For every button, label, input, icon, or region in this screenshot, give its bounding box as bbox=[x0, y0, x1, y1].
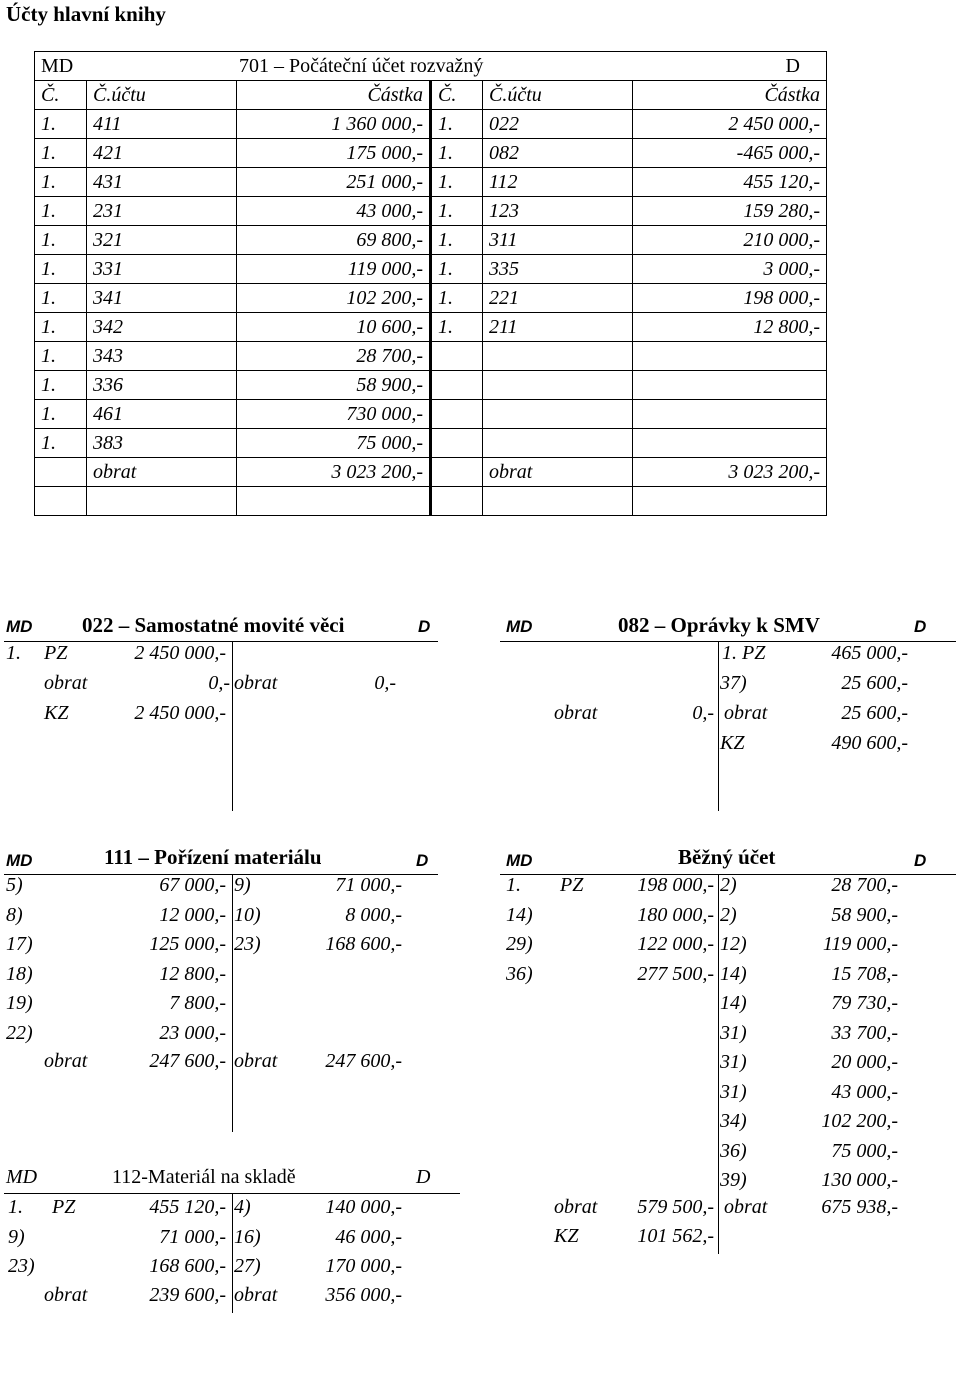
kz-amount: 101 562,- bbox=[637, 1225, 714, 1247]
amount: 12 800,- bbox=[633, 313, 827, 342]
amount: 198 000,- bbox=[633, 284, 827, 313]
amount: 210 000,- bbox=[633, 226, 827, 255]
kz-label: KZ bbox=[720, 732, 745, 754]
entry-number: 14) bbox=[720, 992, 747, 1014]
pz-amount: 2 450 000,- bbox=[134, 642, 226, 664]
table-row bbox=[35, 226, 827, 255]
account-number bbox=[483, 342, 633, 371]
row-number: 1. bbox=[35, 400, 87, 429]
obrat-d: 675 938,- bbox=[821, 1196, 898, 1218]
entry-amount: 119 000,- bbox=[822, 933, 898, 955]
account-number: 321 bbox=[87, 226, 237, 255]
entry-amount: 25 600,- bbox=[841, 672, 908, 694]
amount bbox=[633, 429, 827, 458]
column-header-row bbox=[35, 81, 827, 110]
account-number: 342 bbox=[87, 313, 237, 342]
md-label: MD bbox=[506, 851, 533, 870]
md-label: MD bbox=[6, 1166, 38, 1188]
entry-amount: 7 800,- bbox=[169, 992, 226, 1014]
entry-number: 8) bbox=[6, 903, 23, 926]
entry-number: 17) bbox=[6, 933, 33, 955]
row-number: 1. bbox=[35, 429, 87, 458]
entry-amount: 33 700,- bbox=[831, 1021, 898, 1044]
row-number: 1. bbox=[35, 197, 87, 226]
entry-amount: 12 000,- bbox=[159, 903, 226, 926]
col-c-header: Č. bbox=[431, 81, 483, 110]
entry-amount: 168 600,- bbox=[149, 1255, 226, 1277]
row-number: 1. bbox=[35, 110, 87, 139]
table-row bbox=[35, 400, 827, 429]
entry-amount: 12 800,- bbox=[159, 962, 226, 985]
entry-amount: 67 000,- bbox=[159, 874, 226, 896]
md-label: MD bbox=[41, 55, 74, 77]
entry-amount: 180 000,- bbox=[637, 903, 714, 926]
obrat-label: obrat bbox=[483, 458, 633, 487]
row-number: 1. bbox=[35, 255, 87, 284]
account-title: Běžný účet bbox=[678, 845, 776, 869]
amount: 175 000,- bbox=[237, 139, 431, 168]
account-title: 022 – Samostatné movité věci bbox=[82, 613, 345, 637]
entry-amount: 71 000,- bbox=[335, 874, 402, 896]
d-label: D bbox=[785, 55, 800, 77]
row-number: 1. bbox=[35, 313, 87, 342]
entry-number: 1. bbox=[8, 1196, 23, 1218]
kz-label: KZ bbox=[554, 1225, 579, 1247]
entry-amount: 102 200,- bbox=[821, 1110, 898, 1132]
entry-amount: 455 120,- bbox=[149, 1196, 226, 1218]
account-number: 343 bbox=[87, 342, 237, 371]
obrat-label: obrat bbox=[724, 1196, 768, 1218]
entry-number: 1. bbox=[506, 874, 521, 896]
entry-number: 5) bbox=[6, 874, 23, 896]
entry-amount: 79 730,- bbox=[831, 992, 898, 1014]
table-header-row bbox=[35, 52, 827, 81]
obrat-label: obrat bbox=[234, 672, 278, 694]
obrat-label: obrat bbox=[44, 1050, 88, 1072]
kz-label: KZ bbox=[44, 702, 69, 724]
entry-amount: 140 000,- bbox=[325, 1196, 402, 1218]
row-number: 1. bbox=[35, 168, 87, 197]
entry-number: 19) bbox=[6, 992, 33, 1014]
account-number: 211 bbox=[483, 313, 633, 342]
row-number: 1. bbox=[431, 168, 483, 197]
amount bbox=[633, 371, 827, 400]
account-number: 411 bbox=[87, 110, 237, 139]
md-label: MD bbox=[6, 617, 33, 636]
entry-number: 16) bbox=[234, 1225, 261, 1248]
row-number: 1. bbox=[431, 313, 483, 342]
entry-number: 31) bbox=[720, 1080, 747, 1103]
row-number: 1. bbox=[35, 371, 87, 400]
amount: 75 000,- bbox=[237, 429, 431, 458]
account-number: 336 bbox=[87, 371, 237, 400]
entry-number: 29) bbox=[506, 933, 533, 955]
obrat-md: 579 500,- bbox=[637, 1196, 714, 1218]
entry-amount: 43 000,- bbox=[831, 1080, 898, 1103]
entry-amount: 71 000,- bbox=[159, 1225, 226, 1248]
amount: 1 360 000,- bbox=[237, 110, 431, 139]
table-row bbox=[35, 139, 827, 168]
account-title: 082 – Oprávky k SMV bbox=[618, 613, 820, 637]
row-number: 1. bbox=[35, 284, 87, 313]
entry-number: 12) bbox=[720, 933, 747, 955]
entry-number: 18) bbox=[6, 962, 33, 985]
account-title: 112-Materiál na skladě bbox=[112, 1166, 296, 1188]
account-number: 383 bbox=[87, 429, 237, 458]
obrat-md: 0,- bbox=[692, 702, 714, 724]
d-label: D bbox=[418, 617, 431, 636]
account-number: 421 bbox=[87, 139, 237, 168]
obrat-label: obrat bbox=[234, 1284, 278, 1306]
entry-number: 27) bbox=[234, 1255, 261, 1277]
table-row bbox=[35, 255, 827, 284]
obrat-md: 247 600,- bbox=[149, 1050, 226, 1072]
kz-amount: 2 450 000,- bbox=[134, 702, 226, 724]
entry-number: 31) bbox=[720, 1021, 747, 1044]
obrat-md: 3 023 200,- bbox=[237, 458, 431, 487]
d-label: D bbox=[914, 851, 927, 870]
entry-number: 36) bbox=[720, 1139, 747, 1162]
pz-label: 1. PZ bbox=[722, 642, 766, 664]
row-number bbox=[431, 400, 483, 429]
amount: 58 900,- bbox=[237, 371, 431, 400]
entry-amount: 125 000,- bbox=[149, 933, 226, 955]
amount: -465 000,- bbox=[633, 139, 827, 168]
entry-amount: 198 000,- bbox=[637, 874, 714, 896]
entry-amount: 28 700,- bbox=[831, 874, 898, 896]
account-number: 311 bbox=[483, 226, 633, 255]
account-number bbox=[483, 371, 633, 400]
account-number: 112 bbox=[483, 168, 633, 197]
amount: 159 280,- bbox=[633, 197, 827, 226]
table-row bbox=[35, 313, 827, 342]
amount: 3 000,- bbox=[633, 255, 827, 284]
entry-amount: 130 000,- bbox=[821, 1169, 898, 1191]
obrat-label: obrat bbox=[234, 1050, 278, 1072]
entry-number: 10) bbox=[234, 903, 261, 926]
row-number: 1. bbox=[35, 226, 87, 255]
entry-amount: 8 000,- bbox=[345, 903, 402, 926]
obrat-label: obrat bbox=[554, 702, 598, 724]
entry-amount: 20 000,- bbox=[831, 1051, 898, 1073]
account-number bbox=[483, 400, 633, 429]
row-number: 1. bbox=[35, 139, 87, 168]
entry-number: 31) bbox=[720, 1051, 747, 1073]
kz-amount: 490 600,- bbox=[831, 732, 908, 754]
account-number: 331 bbox=[87, 255, 237, 284]
col-c-header: Č. bbox=[35, 81, 87, 110]
account-number bbox=[483, 429, 633, 458]
entry-number: 23) bbox=[234, 933, 261, 955]
account-title: 701 – Počáteční účet rozvažný bbox=[239, 55, 484, 77]
opening-balance-table bbox=[34, 51, 827, 516]
md-label: MD bbox=[506, 617, 533, 636]
col-account-header: Č.účtu bbox=[483, 81, 633, 110]
account-number: 335 bbox=[483, 255, 633, 284]
table-row bbox=[35, 110, 827, 139]
amount: 2 450 000,- bbox=[633, 110, 827, 139]
entry-amount: 168 600,- bbox=[325, 933, 402, 955]
row-number bbox=[431, 429, 483, 458]
obrat-md: 239 600,- bbox=[149, 1284, 226, 1306]
d-label: D bbox=[416, 851, 429, 870]
pz-label: PZ bbox=[44, 642, 68, 664]
row-number: 1. bbox=[431, 255, 483, 284]
obrat-d: 356 000,- bbox=[325, 1284, 402, 1306]
entry-number: 37) bbox=[720, 672, 747, 694]
entry-number: 39) bbox=[720, 1169, 747, 1191]
table-row bbox=[35, 371, 827, 400]
page-title: Účty hlavní knihy bbox=[6, 2, 166, 26]
entry-amount: 46 000,- bbox=[335, 1225, 402, 1248]
d-label: D bbox=[914, 617, 927, 636]
obrat-md: 0,- bbox=[208, 672, 230, 694]
obrat-label: obrat bbox=[44, 672, 88, 694]
account-number: 431 bbox=[87, 168, 237, 197]
amount: 455 120,- bbox=[633, 168, 827, 197]
obrat-label: obrat bbox=[87, 458, 237, 487]
row-number bbox=[431, 342, 483, 371]
md-label: MD bbox=[6, 851, 33, 870]
d-label: D bbox=[416, 1166, 431, 1188]
row-number: 1. bbox=[431, 197, 483, 226]
account-number: 341 bbox=[87, 284, 237, 313]
empty-row bbox=[35, 487, 827, 516]
table-row bbox=[35, 429, 827, 458]
obrat-row bbox=[35, 458, 827, 487]
entry-number: 9) bbox=[8, 1225, 25, 1248]
pz-amount: 465 000,- bbox=[831, 642, 908, 664]
obrat-d: 247 600,- bbox=[325, 1050, 402, 1072]
obrat-label: obrat bbox=[724, 702, 768, 724]
entry-number: 2) bbox=[720, 903, 737, 926]
row-number bbox=[431, 371, 483, 400]
row-number: 1. bbox=[431, 139, 483, 168]
account-number: 231 bbox=[87, 197, 237, 226]
pz-number: 1. bbox=[6, 642, 21, 664]
account-number: 221 bbox=[483, 284, 633, 313]
amount bbox=[633, 400, 827, 429]
table-row bbox=[35, 284, 827, 313]
amount: 69 800,- bbox=[237, 226, 431, 255]
amount: 28 700,- bbox=[237, 342, 431, 371]
entry-amount: 75 000,- bbox=[831, 1139, 898, 1162]
row-number: 1. bbox=[35, 342, 87, 371]
account-number: 123 bbox=[483, 197, 633, 226]
entry-number: 9) bbox=[234, 874, 251, 896]
row-number: 1. bbox=[431, 284, 483, 313]
entry-label: PZ bbox=[560, 874, 584, 896]
col-amount-header: Částka bbox=[237, 81, 431, 110]
amount bbox=[633, 342, 827, 371]
col-account-header: Č.účtu bbox=[87, 81, 237, 110]
account-title: 111 – Pořízení materiálu bbox=[104, 845, 322, 869]
entry-number: 2) bbox=[720, 874, 737, 896]
entry-number: 36) bbox=[506, 962, 533, 985]
amount: 43 000,- bbox=[237, 197, 431, 226]
amount: 251 000,- bbox=[237, 168, 431, 197]
amount: 730 000,- bbox=[237, 400, 431, 429]
row-number: 1. bbox=[431, 110, 483, 139]
entry-amount: 15 708,- bbox=[831, 962, 898, 985]
account-number: 022 bbox=[483, 110, 633, 139]
amount: 102 200,- bbox=[237, 284, 431, 313]
obrat-label: obrat bbox=[44, 1284, 88, 1306]
account-number: 082 bbox=[483, 139, 633, 168]
obrat-d: 25 600,- bbox=[841, 702, 908, 724]
account-number: 461 bbox=[87, 400, 237, 429]
entry-amount: 58 900,- bbox=[831, 903, 898, 926]
entry-number: 23) bbox=[8, 1255, 35, 1277]
obrat-d: 0,- bbox=[374, 672, 396, 694]
entry-amount: 23 000,- bbox=[159, 1021, 226, 1044]
obrat-label: obrat bbox=[554, 1196, 598, 1218]
col-amount-header: Částka bbox=[633, 81, 827, 110]
entry-number: 14) bbox=[506, 903, 533, 926]
entry-amount: 170 000,- bbox=[325, 1255, 402, 1277]
entry-amount: 277 500,- bbox=[637, 962, 714, 985]
entry-label: PZ bbox=[52, 1196, 76, 1218]
entry-number: 14) bbox=[720, 962, 747, 985]
obrat-d: 3 023 200,- bbox=[633, 458, 827, 487]
row-number: 1. bbox=[431, 226, 483, 255]
table-row bbox=[35, 197, 827, 226]
amount: 10 600,- bbox=[237, 313, 431, 342]
entry-number: 34) bbox=[720, 1110, 747, 1132]
entry-amount: 122 000,- bbox=[637, 933, 714, 955]
entry-number: 4) bbox=[234, 1196, 251, 1218]
amount: 119 000,- bbox=[237, 255, 431, 284]
table-row bbox=[35, 342, 827, 371]
entry-number: 22) bbox=[6, 1021, 33, 1044]
table-row bbox=[35, 168, 827, 197]
